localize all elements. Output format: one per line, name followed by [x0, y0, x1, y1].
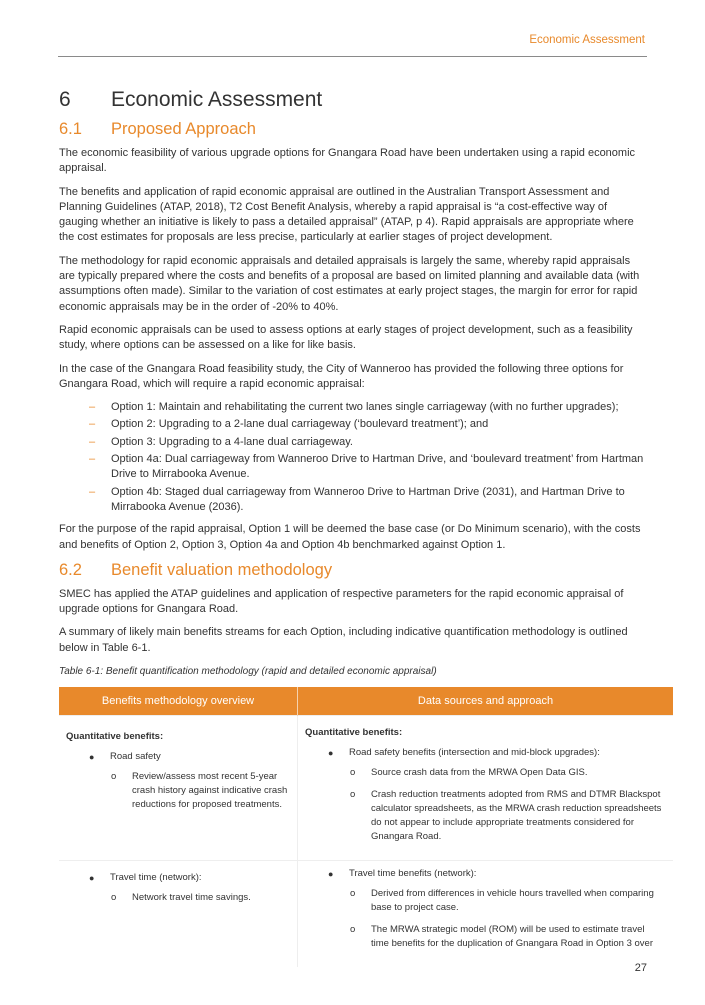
column-header: Data sources and approach [298, 687, 674, 716]
sub-bullet-marker: o [111, 892, 117, 904]
bullet-marker: ● [89, 873, 95, 884]
subsection-title: Proposed Approach [111, 120, 256, 138]
section-number: 6 [59, 88, 71, 111]
list-item-text: Option 4b: Staged dual carriageway from Wanneroo Drive to Hartman Drive (2031), and Hartman Drive to Mirrabooka Avenue (2036). [111, 485, 625, 513]
sub-bullet-item [66, 891, 289, 905]
sub-bullet-marker: o [111, 771, 117, 783]
subsection-heading-6-1 [59, 120, 647, 139]
dash-bullet: – [89, 418, 96, 431]
sub-bullet-item [66, 770, 289, 812]
section-title: Economic Assessment [111, 88, 323, 111]
sub-bullet-marker: o [350, 789, 356, 801]
bullet-item [305, 867, 665, 881]
dash-bullet: – [89, 435, 96, 448]
list-item [59, 400, 647, 415]
list-item-text: Option 2: Upgrading to a 2-lane dual carriageway (‘boulevard treatment’); and [111, 418, 489, 431]
list-item [59, 452, 647, 483]
page-content [59, 88, 662, 967]
column-header: Benefits methodology overview [59, 687, 298, 716]
list-item-text: Option 3: Upgrading to a 4-lane dual carriageway. [111, 435, 353, 448]
sub-bullet-text: Source crash data from the MRWA Open Data GIS. [371, 767, 588, 779]
dash-bullet: – [89, 485, 96, 498]
sub-bullet-text: The MRWA strategic model (ROM) will be used to estimate travel time benefits for the duplication of Gnangara Road in Option 3 over [371, 924, 654, 950]
bullet-item [305, 746, 665, 760]
options-list [59, 400, 647, 515]
cell-heading: Quantitative benefits: [66, 731, 164, 743]
bullet-text: Road safety benefits (intersection and mid-block upgrades): [349, 747, 600, 759]
bullet-marker: ● [89, 752, 95, 763]
sub-bullet-marker: o [350, 767, 356, 779]
bullet-text: Travel time (network): [110, 872, 202, 884]
sub-bullet-item [305, 923, 665, 951]
table-cell [59, 861, 298, 968]
subsection-number: 6.2 [59, 560, 82, 579]
sub-bullet-marker: o [350, 888, 356, 900]
list-item-text: Option 4a: Dual carriageway from Wanneroo Drive to Hartman Drive, and ‘boulevard treatment’ from Hartman Drive to Mirrabooka Avenue. [111, 453, 644, 481]
paragraph: The benefits and application of rapid economic appraisal are outlined in the Australian Transport Assessment and Planning Guidelines (ATAP, 2018), T2 Cost Benefit Analysis, whereby a rapid appraisal is “a cost-effective way of gauging whether an initiative is likely to pass a detailed appraisal” (ATAP, p 4). Rapid appraisals are appropriate where the cost estimates for proposals are less precise, particularly at earlier stages of project development. [59, 185, 634, 244]
bullet-item [66, 871, 289, 885]
paragraph: Rapid economic appraisals can be used to assess options at early stages of project development, such as a feasibility study, where options can be assessed on a like for like basis. [59, 323, 633, 352]
bullet-text: Road safety [110, 751, 161, 763]
sub-bullet-marker: o [350, 924, 356, 936]
list-item [59, 435, 647, 450]
sub-bullet-text: Derived from differences in vehicle hours travelled when comparing base to project case. [371, 888, 654, 914]
table-header-row [59, 687, 673, 716]
dash-bullet: – [89, 453, 96, 466]
sub-bullet-item [305, 887, 665, 915]
subsection-title: Benefit valuation methodology [111, 560, 333, 579]
header-divider [58, 56, 647, 57]
table-row [59, 861, 673, 968]
bullet-marker: ● [328, 869, 334, 880]
sub-bullet-text: Review/assess most recent 5-year crash history against indicative crash reductions for proposed treatments. [132, 771, 288, 811]
paragraph: For the purpose of the rapid appraisal, Option 1 will be deemed the base case (or Do Minimum scenario), with the costs and benefits of Option 2, Option 3, Option 4a and Option 4b benchmarked against Option 1. [59, 523, 641, 551]
cell-heading: Quantitative benefits: [305, 727, 403, 739]
paragraph: In the case of the Gnangara Road feasibility study, the City of Wanneroo has provided the following three options for Gnangara Road, which will require a rapid economic appraisal: [59, 362, 624, 390]
sub-bullet-item [305, 766, 665, 780]
benefit-methodology-table [59, 687, 673, 967]
bullet-marker: ● [328, 748, 334, 759]
page-number: 27 [634, 962, 647, 974]
table-cell [59, 716, 298, 861]
table-cell [298, 716, 674, 861]
subsection-number: 6.1 [59, 120, 82, 138]
list-item-text: Option 1: Maintain and rehabilitating the current two lanes single carriageway (with no further upgrades); [111, 401, 619, 414]
paragraph: SMEC has applied the ATAP guidelines and application of respective parameters for the rapid economic appraisal of upgrade options for Gnangara Road. [59, 587, 624, 616]
sub-bullet-text: Crash reduction treatments adopted from RMS and DTMR Blackspot calculator spreadsheets, as the MRWA crash reduction spreadsheets do not appear to include appropriate treatments considered for Gnangara Road. [371, 789, 662, 843]
table-cell [298, 861, 674, 968]
table-row [59, 716, 673, 861]
paragraph: A summary of likely main benefits streams for each Option, including indicative quantification methodology is outlined below in Table 6-1. [59, 626, 628, 654]
dash-bullet: – [89, 401, 96, 414]
sub-bullet-text: Network travel time savings. [132, 892, 251, 904]
paragraph: The methodology for rapid economic appraisals and detailed appraisals is largely the same, whereby rapid appraisals are typically prepared where the costs and benefits of a proposal are based on limited planning and available data (with assumptions often made). Similar to the variation of cost estimates at early project stages, the margin for error for rapid economic appraisals may be in the order of -20% to 40%. [59, 254, 640, 313]
section-heading-6 [59, 88, 647, 112]
bullet-item [66, 750, 289, 764]
table-caption: Table 6-1: Benefit quantification methodology (rapid and detailed economic appraisal) [59, 666, 437, 678]
sub-bullet-item [305, 788, 665, 844]
header-section-title: Economic Assessment [529, 34, 645, 46]
bullet-text: Travel time benefits (network): [349, 868, 477, 880]
list-item [59, 417, 647, 432]
subsection-heading-6-2 [59, 561, 647, 580]
list-item [59, 485, 647, 516]
paragraph: The economic feasibility of various upgrade options for Gnangara Road have been undertaken using a rapid economic appraisal. [59, 147, 636, 175]
